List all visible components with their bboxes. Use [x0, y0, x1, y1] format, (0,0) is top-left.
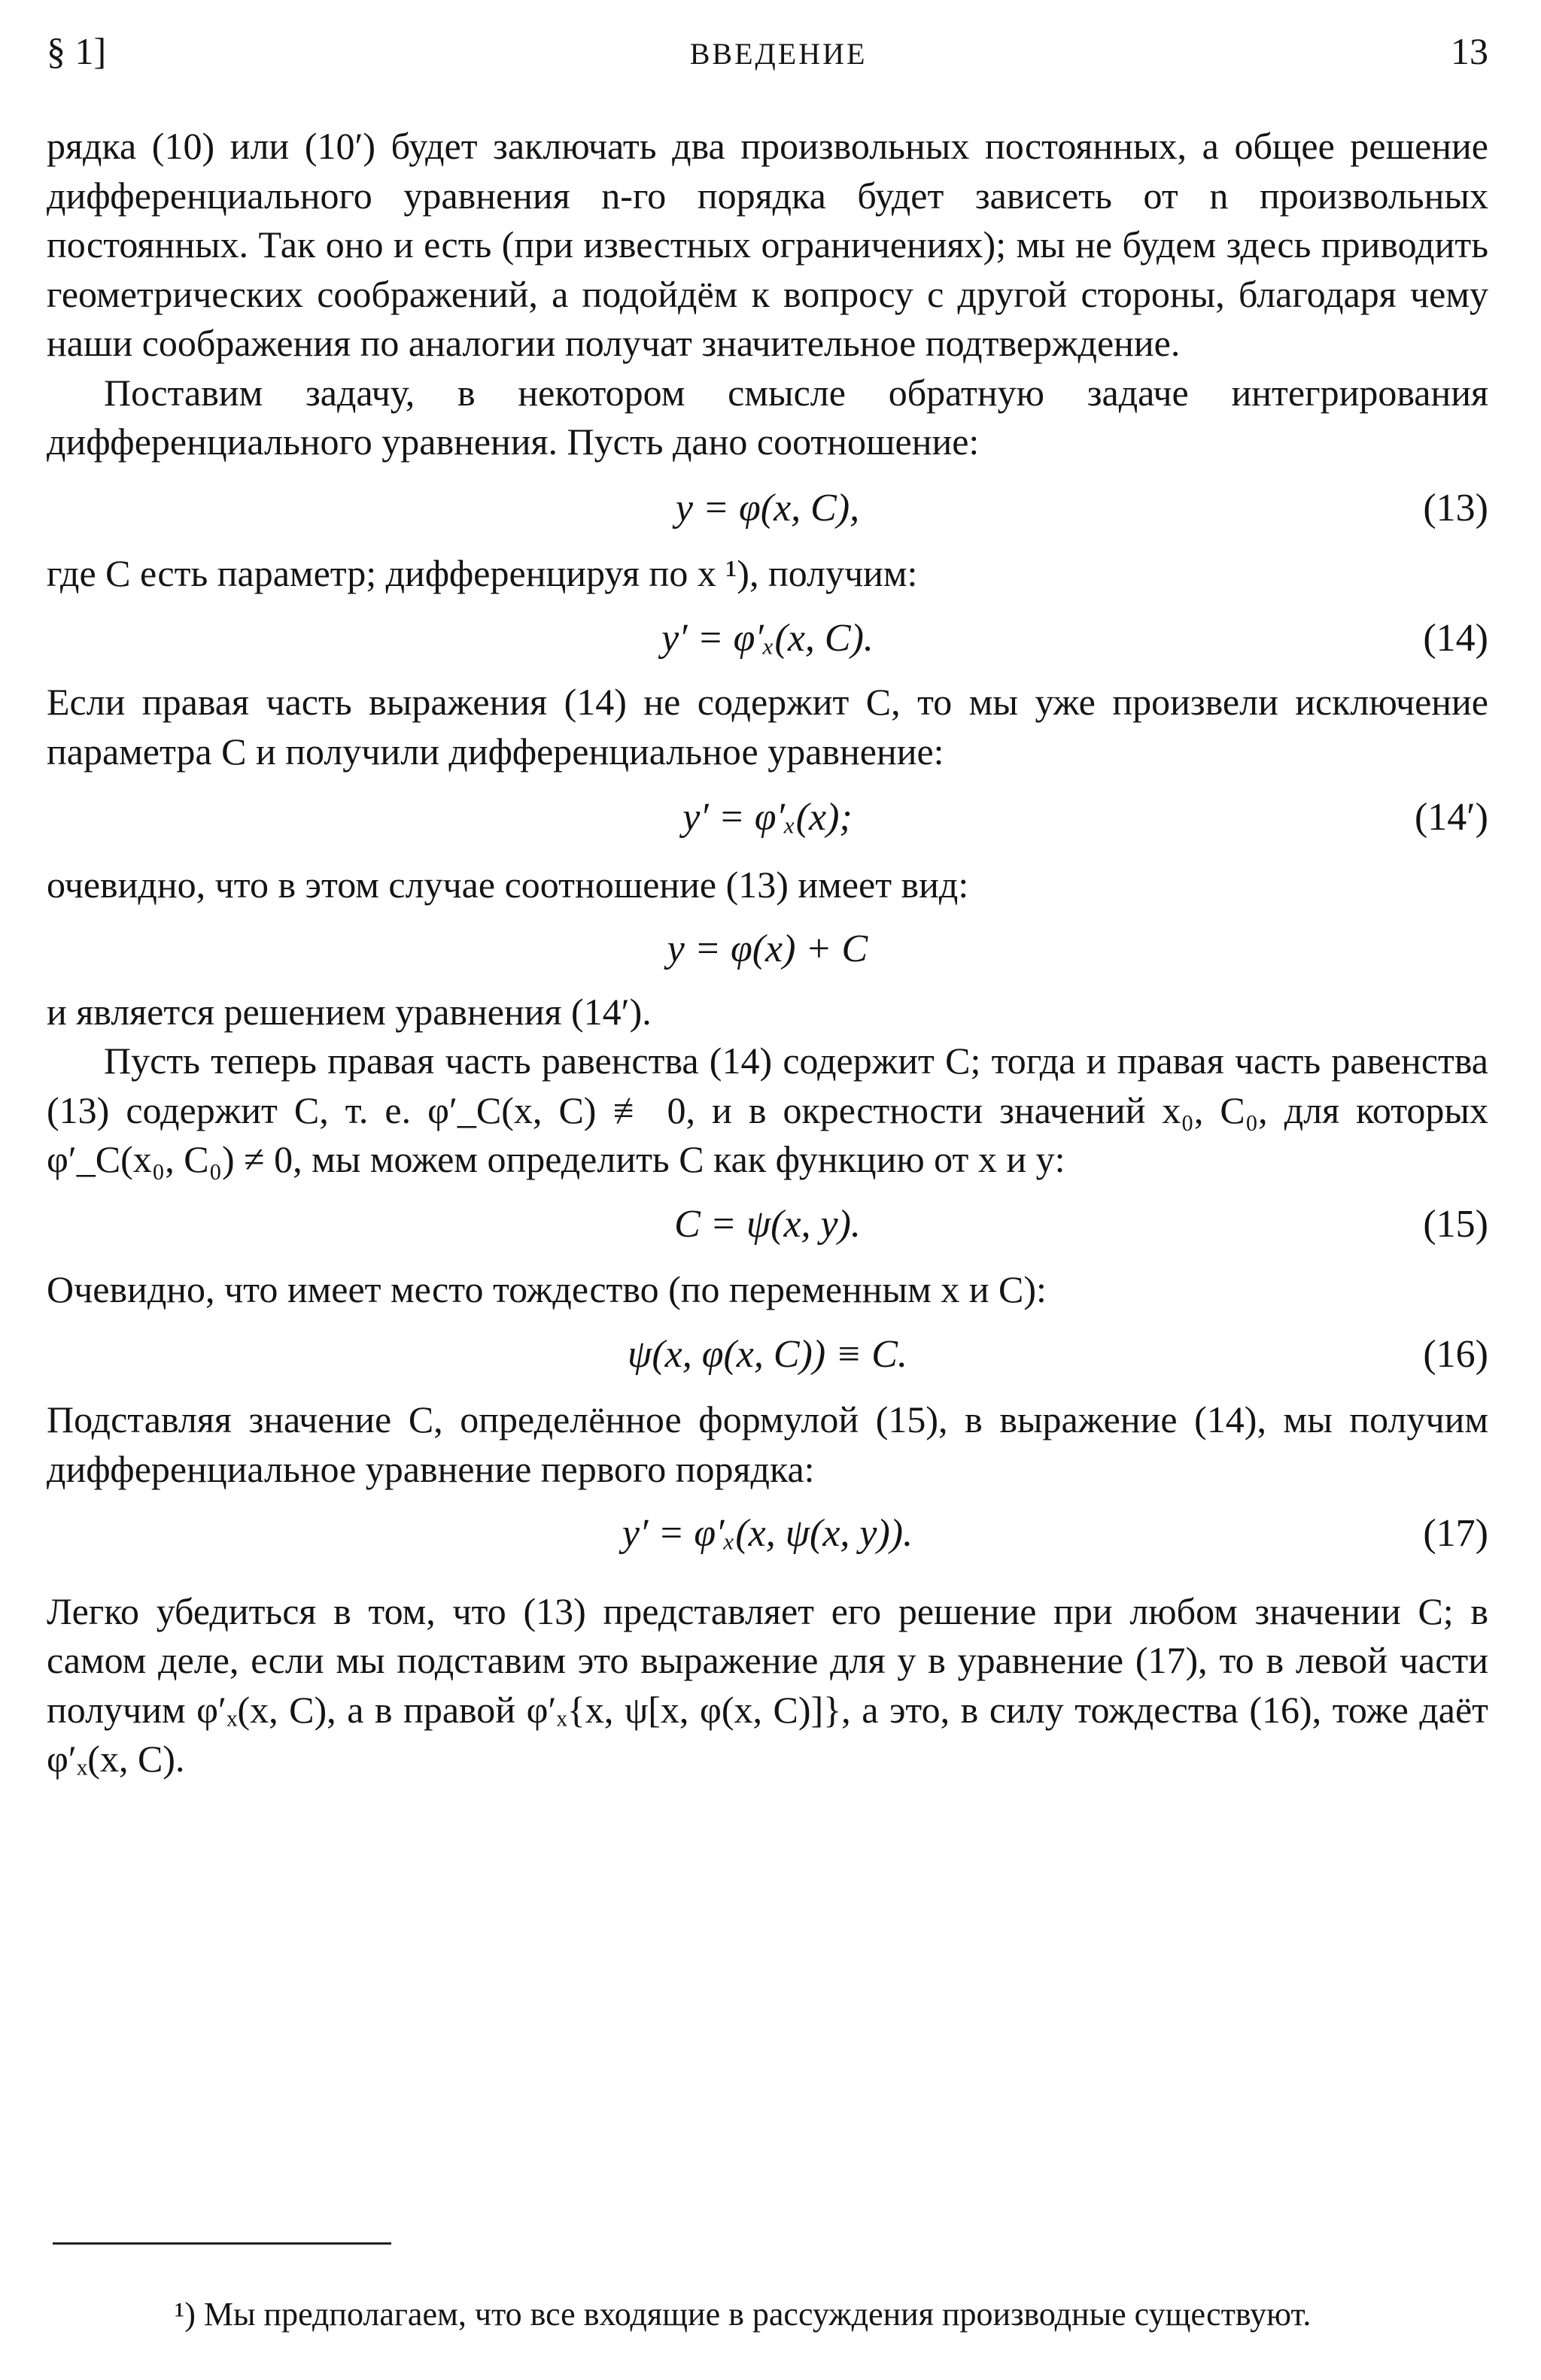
paragraph: Поставим задачу, в некотором смысле обратную задаче интегрирования дифференциального уравнения. Пусть дано соотношение: — [47, 371, 1488, 463]
paragraph: Подставляя значение C, определённое формулой (15), в выражение (14), мы получим дифференциальное уравнение первого порядка: — [47, 1398, 1488, 1490]
equation-number: (14′) — [1414, 796, 1488, 839]
paragraph: очевидно, что в этом случае соотношение (13) имеет вид: — [47, 863, 969, 906]
equation-formula: y = φ(x) + C — [667, 927, 868, 970]
equation-number: (16) — [1423, 1332, 1488, 1376]
equation — [47, 793, 1488, 842]
equation — [47, 924, 1488, 974]
equation-formula: ψ(x, φ(x, C)) ≡ C. — [628, 1332, 907, 1376]
paragraph: где C есть параметр; дифференцируя по x ¹), получим: — [47, 552, 918, 594]
page-number: 13 — [1451, 30, 1488, 72]
paragraph: рядка (10) или (10′) будет заключать два произвольных постоянных, а общее решение дифференциального уравнения n-го порядка будет зависеть от n произвольных постоянных. Так оно и есть (при известных ограничениях); мы не будем здесь приводить геометрических соображений, а подойдём к вопросу с другой стороны, благодаря чему наши соображения по аналогии получат значительное подтверждение. — [47, 125, 1488, 364]
equation-formula: y = φ(x, C), — [675, 486, 860, 530]
equation — [47, 484, 1488, 533]
paragraph: Если правая часть выражения (14) не содержит C, то мы уже произвели исключение параметра C и получили дифференциальное уравнение: — [47, 681, 1488, 773]
equation-number: (17) — [1423, 1512, 1488, 1555]
section-marker: § 1] — [47, 30, 107, 72]
equation — [47, 1509, 1488, 1559]
equation — [47, 614, 1488, 663]
paragraph: Очевидно, что имеет место тождество (по переменным x и C): — [47, 1268, 1047, 1310]
paragraph: Пусть теперь правая часть равенства (14) содержит C; тогда и правая часть равенства (13) содержит C, т. е. φ′_C(x, C) ≢ 0, и в окрестности значений x₀, C₀, для которых φ′_C(x₀, C₀) ≠ 0, мы можем определить C как функцию от x и y: — [47, 1040, 1488, 1180]
body-text — [47, 122, 1488, 1784]
page-header — [47, 21, 1488, 81]
footnote: ¹) Мы предполагаем, что все входящие в рассуждения производные существуют. — [175, 2296, 1312, 2333]
equation-formula: y′ = φ′ₓ(x, ψ(x, y)). — [622, 1512, 913, 1555]
running-title: ВВЕДЕНИЕ — [689, 37, 868, 71]
equation-formula: y′ = φ′ₓ(x); — [682, 796, 853, 839]
equation-number: (13) — [1423, 486, 1488, 530]
equation-formula: y′ = φ′ₓ(x, C). — [661, 616, 874, 660]
equation-number: (14) — [1423, 616, 1488, 660]
paragraph: и является решением уравнения (14′). — [47, 990, 652, 1033]
footnote-rule — [53, 2242, 391, 2245]
equation-number: (15) — [1423, 1202, 1488, 1246]
paragraph: Легко убедиться в том, что (13) представляет его решение при любом значении C; в самом деле, если мы подставим это выражение для y в уравнение (17), то в левой части получим φ′ₓ(x, C), а в правой φ′ₓ{x, ψ[x, φ(x, C)]}, а это, в силу тождества (16), тоже даёт φ′ₓ(x, C). — [47, 1589, 1488, 1780]
equation — [47, 1330, 1488, 1380]
equation-formula: C = ψ(x, y). — [674, 1202, 861, 1246]
equation — [47, 1200, 1488, 1249]
